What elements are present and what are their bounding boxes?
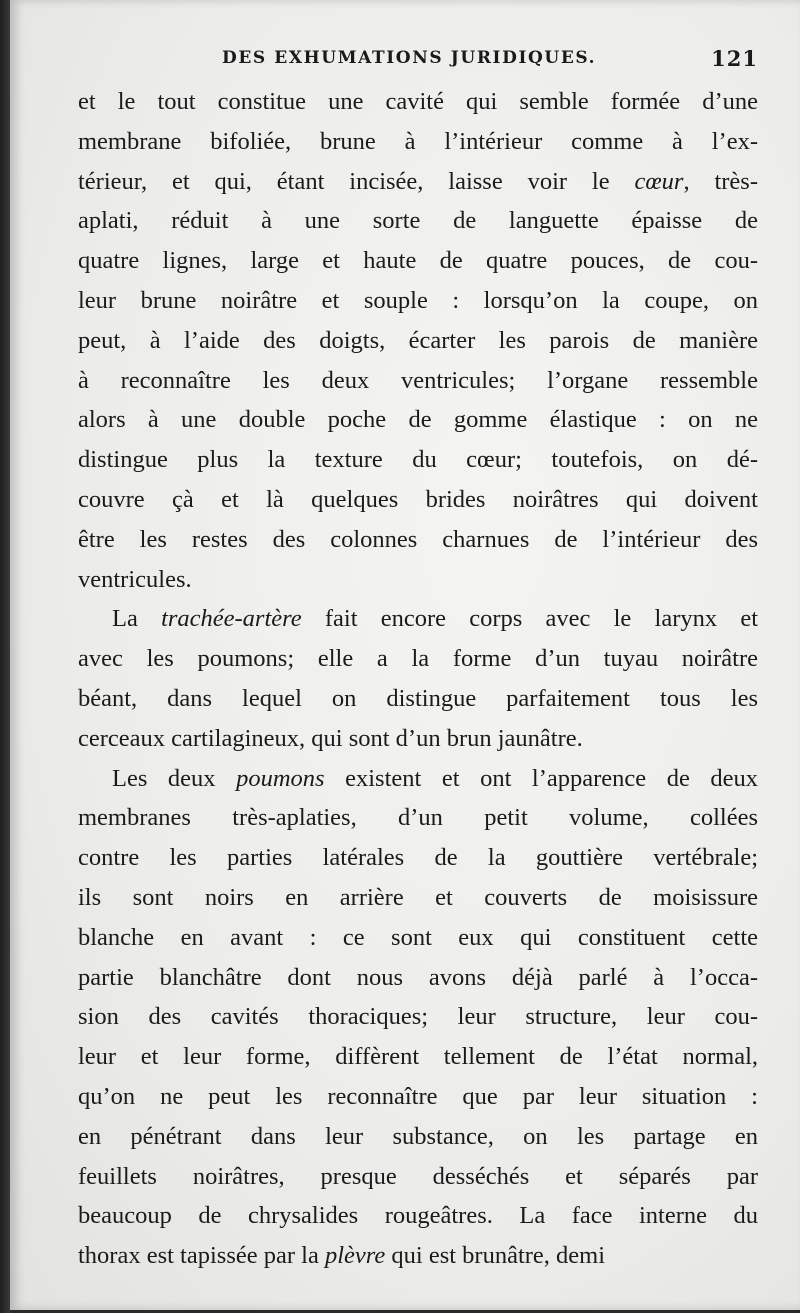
text-line: [78, 878, 758, 918]
text-segment: en pénétrant dans leur substance, on les partage en: [78, 1122, 758, 1150]
text-line: [78, 122, 758, 162]
text-segment: ventricules.: [78, 565, 192, 593]
text-segment: quatre lignes, large et haute de quatre pouces, de cou-: [78, 247, 758, 275]
text-segment: et le tout constitue une cavité qui semble formée d’une: [78, 88, 758, 115]
text-segment: , très-: [683, 167, 758, 195]
text-line: [78, 639, 758, 679]
text-line: [78, 679, 758, 719]
text-line: [78, 1196, 758, 1236]
text-line: [78, 201, 758, 241]
text-segment: distingue plus la texture du cœur; toutefois, on dé-: [78, 446, 758, 474]
text-segment: contre les parties latérales de la gouttière vertébrale;: [78, 844, 758, 872]
text-segment: alors à une double poche de gomme élastique : on ne: [78, 406, 758, 434]
text-segment: membranes très-aplaties, d’un petit volume, collées: [78, 804, 758, 832]
text-segment: cerceaux cartilagineux, qui sont d’un brun jaunâtre.: [78, 724, 583, 752]
text-segment: leur brune noirâtre et souple : lorsqu’on la coupe, on: [78, 286, 758, 314]
italic-term: plèvre: [324, 1242, 386, 1270]
page-number: 121: [711, 46, 758, 71]
text-line: [78, 1236, 758, 1276]
text-segment: peut, à l’aide des doigts, écarter les parois de manière: [78, 326, 758, 354]
text-line: [78, 1157, 758, 1197]
text-segment: partie blanchâtre dont nous avons déjà parlé à l’occa-: [78, 963, 758, 991]
text-line: [78, 82, 758, 122]
text-segment: couvre çà et là quelques brides noirâtres qui doivent: [78, 485, 758, 513]
text-line: [78, 281, 758, 321]
text-line: [78, 838, 758, 878]
text-segment: leur et leur forme, diffèrent tellement de l’état normal,: [78, 1043, 758, 1071]
text-line: [78, 520, 758, 560]
text-segment: qui est brunâtre, demi: [385, 1242, 606, 1270]
text-line: [78, 1037, 758, 1077]
text-line: [78, 719, 758, 759]
text-segment: ils sont noirs en arrière et couverts de moisissure: [78, 883, 758, 911]
text-segment: blanche en avant : ce sont eux qui constituent cette: [78, 923, 758, 951]
text-segment: fait encore corps avec le larynx et: [301, 605, 758, 633]
text-line: [78, 241, 758, 281]
text-line: [78, 759, 758, 799]
text-segment: membrane bifoliée, brune à l’intérieur comme à l’ex-: [78, 127, 758, 155]
running-head: [10, 48, 800, 72]
text-segment: béant, dans lequel on distingue parfaitement tous les: [78, 684, 758, 712]
text-segment: aplati, réduit à une sorte de languette épaisse de: [78, 207, 758, 235]
italic-term: trachée-artère: [161, 605, 302, 633]
text-segment: qu’on ne peut les reconnaître que par leur situation :: [78, 1082, 758, 1110]
text-segment: beaucoup de chrysalides rougeâtres. La face interne du: [78, 1202, 758, 1230]
text-line: [78, 997, 758, 1037]
text-segment: La: [112, 605, 162, 633]
italic-term: poumons: [236, 764, 325, 792]
text-line: [78, 599, 758, 639]
text-line: [78, 958, 758, 998]
text-line: [78, 321, 758, 361]
text-segment: térieur, et qui, étant incisée, laisse voir le: [78, 167, 635, 195]
book-page: [10, 0, 800, 1310]
text-segment: avec les poumons; elle a la forme d’un tuyau noirâtre: [78, 645, 758, 673]
text-line: [78, 400, 758, 440]
text-segment: thorax est tapissée par la: [78, 1242, 325, 1270]
text-segment: à reconnaître les deux ventricules; l’organe ressemble: [78, 366, 758, 394]
text-line: [78, 162, 758, 202]
running-head-title: DES EXHUMATIONS JURIDIQUES.: [222, 48, 597, 68]
text-segment: feuillets noirâtres, presque desséchés et séparés par: [78, 1162, 758, 1190]
text-segment: existent et ont l’apparence de deux: [324, 764, 759, 792]
italic-term: cœur: [634, 167, 684, 195]
text-line: [78, 361, 758, 401]
text-line: [78, 480, 758, 520]
text-segment: Les deux: [112, 764, 237, 792]
text-line: [78, 440, 758, 480]
text-line: [78, 918, 758, 958]
text-line: [78, 1117, 758, 1157]
page-binding-edge: [0, 0, 10, 1313]
body-text: [78, 82, 758, 1276]
text-line: [78, 798, 758, 838]
text-segment: être les restes des colonnes charnues de l’intérieur des: [78, 525, 758, 553]
text-segment: sion des cavités thoraciques; leur structure, leur cou-: [78, 1003, 758, 1031]
text-line: [78, 1077, 758, 1117]
text-line: [78, 560, 758, 600]
